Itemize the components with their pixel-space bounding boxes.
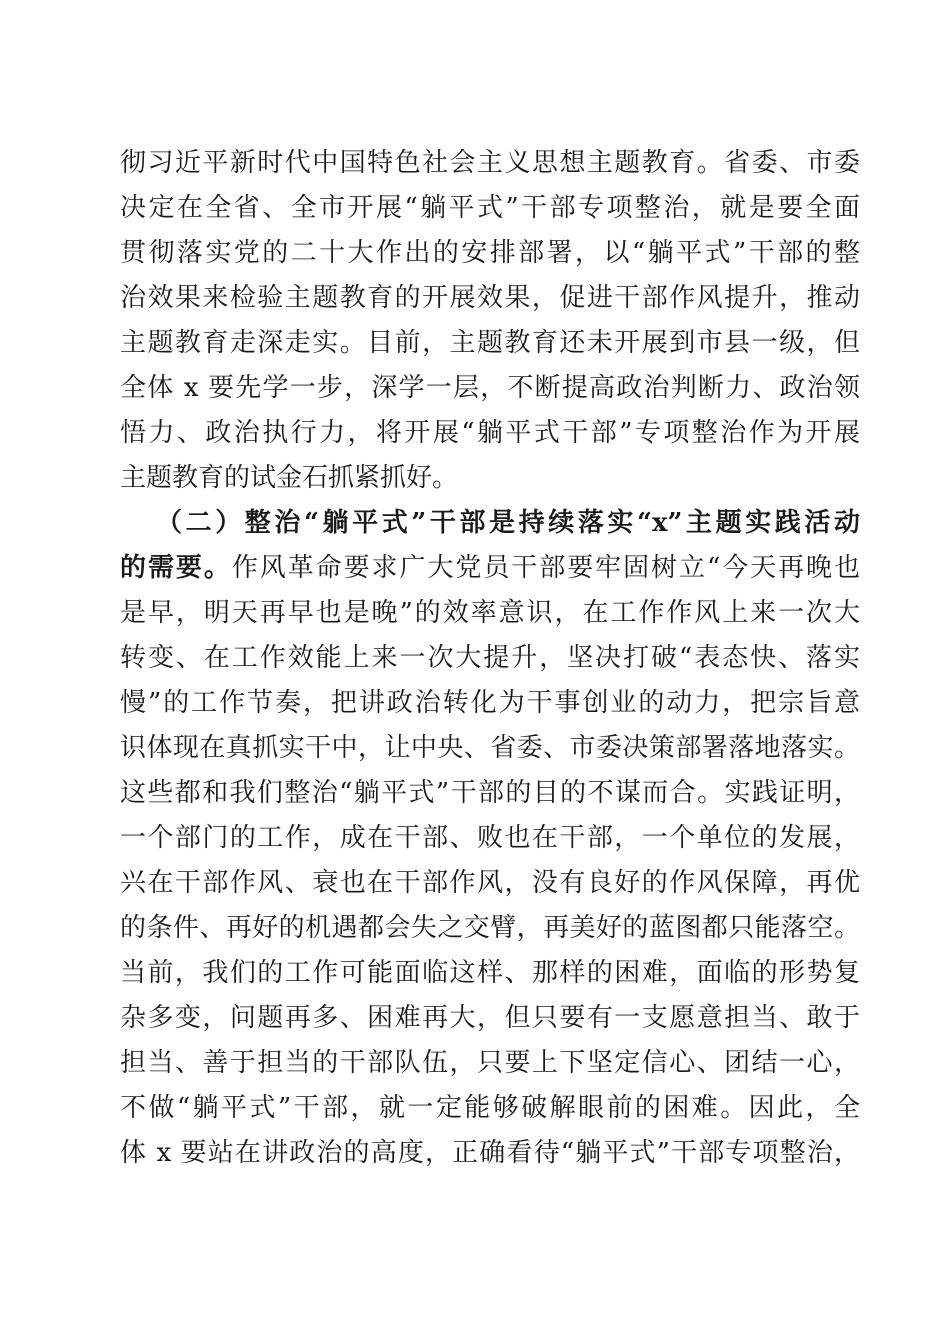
text-line: 转变、在工作效能上来一次大提升，坚决打破“表态快、落实 [120,643,860,673]
text-line: 兴在干部作风、衰也在干部作风，没有良好的作风保障，再优 [120,868,860,898]
text-line: 彻习近平新时代中国特色社会主义思想主题教育。省委、市委 [120,148,860,178]
text-line: 治效果来检验主题教育的开展效果，促进干部作风提升，推动 [120,283,860,313]
text-line: 不做“躺平式”干部，就一定能够破解眼前的困难。因此，全 [120,1093,860,1123]
text-line: 决定在全省、全市开展“躺平式”干部专项整治，就是要全面 [120,193,860,223]
text-run: 作风革命要求广大党员干部要牢固树立“今天再晚也 [231,553,860,583]
text-line: 主题教育的试金石抓紧抓好。 [120,463,459,493]
text-line: 全体 x 要先学一步，深学一层，不断提高政治判断力、政治领 [120,373,860,403]
text-line: 主题教育走深走实。目前，主题教育还未开展到市县一级，但 [120,328,860,358]
section-heading: （二）整治“躺平式”干部是持续落实“x”主题实践活动 [156,508,860,538]
text-line: 慢”的工作节奏，把讲政治转化为干事创业的动力，把宗旨意 [120,688,860,718]
document-body [120,141,860,1176]
text-line: 体 x 要站在讲政治的高度，正确看待“躺平式”干部专项整治， [120,1138,860,1168]
text-line: 这些都和我们整治“躺平式”干部的目的不谋而合。实践证明， [120,778,860,808]
text-line: 当前，我们的工作可能面临这样、那样的困难，面临的形势复 [120,958,860,988]
text-line: 一个部门的工作，成在干部、败也在干部，一个单位的发展， [120,823,860,853]
text-line: 的条件、再好的机遇都会失之交臂，再美好的蓝图都只能落空。 [120,913,860,943]
text-line: 担当、善于担当的干部队伍，只要上下坚定信心、团结一心， [120,1048,860,1078]
text-line: 识体现在真抓实干中，让中央、省委、市委决策部署落地落实。 [120,733,860,763]
text-line: 是早，明天再早也是晚”的效率意识，在工作作风上来一次大 [120,598,860,628]
text-line: 悟力、政治执行力，将开展“躺平式干部”专项整治作为开展 [120,418,860,448]
text-line: 贯彻落实党的二十大作出的安排部署，以“躺平式”干部的整 [120,238,860,268]
section-heading-continuation [120,546,860,591]
section-heading-end: 的需要。 [120,553,232,583]
text-line: 杂多变，问题再多、困难再大，但只要有一支愿意担当、敢于 [120,1003,860,1033]
